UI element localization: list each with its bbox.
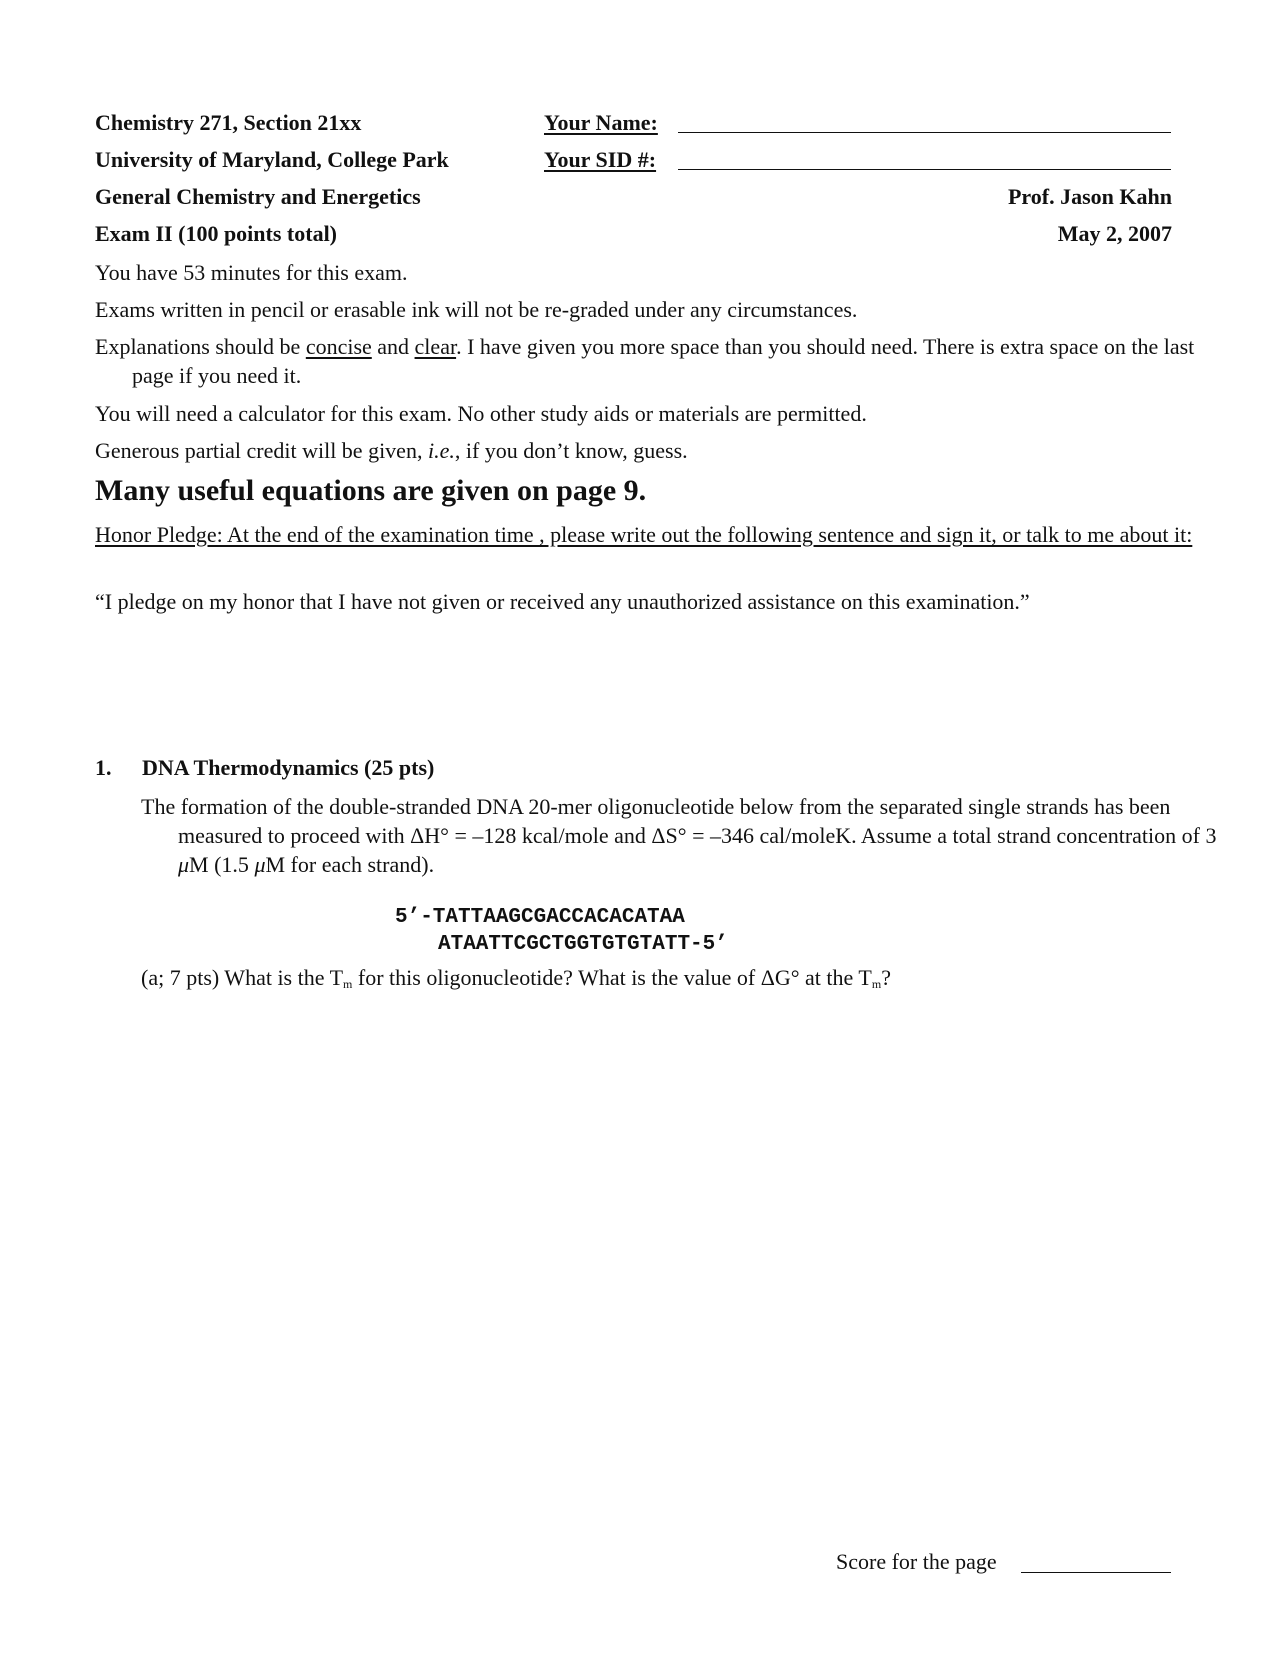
exam-date: May 2, 2007	[1057, 221, 1172, 246]
time-instruction: You have 53 minutes for this exam.	[95, 260, 408, 285]
score-label: Score for the page	[836, 1549, 997, 1574]
dna-strand-top: 5’-TATTAAGCGACCACACATAA	[395, 906, 685, 929]
course-title: Chemistry 271, Section 21xx	[95, 110, 362, 135]
equations-note: Many useful equations are given on page 9.	[95, 474, 647, 507]
subscript-m: m	[343, 977, 353, 991]
pencil-instruction: Exams written in pencil or erasable ink will not be re-graded under any circumstances.	[95, 297, 858, 322]
mu-symbol: μ	[254, 852, 266, 877]
name-label: Your Name:	[544, 110, 658, 135]
sid-field[interactable]	[678, 169, 1171, 170]
part-a-text-3: ?	[881, 965, 891, 990]
credit-instruction	[95, 436, 1212, 465]
sid-label: Your SID #:	[544, 147, 657, 172]
credit-text-2: , if you don’t know, guess.	[454, 438, 688, 463]
question-body-text-3: M for each strand).	[265, 852, 435, 877]
question-body-text-1: The formation of the double-stranded DNA 20-mer oligonucleotide below from the separated single strands has been measured to proceed with ΔH° = –128 kcal/mole and ΔS° = –346 cal/moleK. Assume a total strand concentration of 3	[141, 794, 1217, 848]
credit-text-1: Generous partial credit will be given,	[95, 438, 428, 463]
clear-word: clear	[414, 334, 457, 359]
explanation-instruction	[95, 332, 1212, 390]
explain-text-2: . I have given you more space than you should need. There is extra space on the last page if you need it.	[132, 334, 1195, 388]
question-body-text-2: M (1.5	[189, 852, 255, 877]
exam-title: Exam II (100 points total)	[95, 221, 338, 246]
university-name: University of Maryland, College Park	[95, 147, 449, 172]
name-field[interactable]	[678, 132, 1171, 133]
honor-pledge: Honor Pledge: At the end of the examination time , please write out the following sentence and sign it, or talk to me about it:	[95, 522, 1193, 547]
subject-title: General Chemistry and Energetics	[95, 184, 421, 209]
dna-strand-bottom: ATAATTCGCTGGTGTGTATT-5’	[438, 933, 728, 956]
mu-symbol: μ	[178, 852, 190, 877]
subscript-m: m	[871, 977, 882, 991]
professor-name: Prof. Jason Kahn	[1007, 184, 1172, 209]
question-body	[141, 792, 1218, 879]
explain-and: and	[371, 334, 415, 359]
question-title: DNA Thermodynamics (25 pts)	[142, 755, 435, 780]
pledge-text: “I pledge on my honor that I have not given or received any unauthorized assistance on this examination.”	[95, 589, 1030, 614]
question-part-a	[141, 965, 891, 992]
part-a-text-2: for this oligonucleotide? What is the value of ΔG° at the T	[352, 965, 872, 990]
question-number: 1.	[95, 755, 112, 780]
concise-word: concise	[305, 334, 372, 359]
part-a-text-1: (a; 7 pts) What is the T	[141, 965, 344, 990]
explain-text-1: Explanations should be	[95, 334, 306, 359]
score-field[interactable]	[1021, 1572, 1171, 1573]
credit-ie: i.e.	[427, 438, 455, 463]
calculator-instruction: You will need a calculator for this exam. No other study aids or materials are permitted.	[95, 401, 867, 426]
